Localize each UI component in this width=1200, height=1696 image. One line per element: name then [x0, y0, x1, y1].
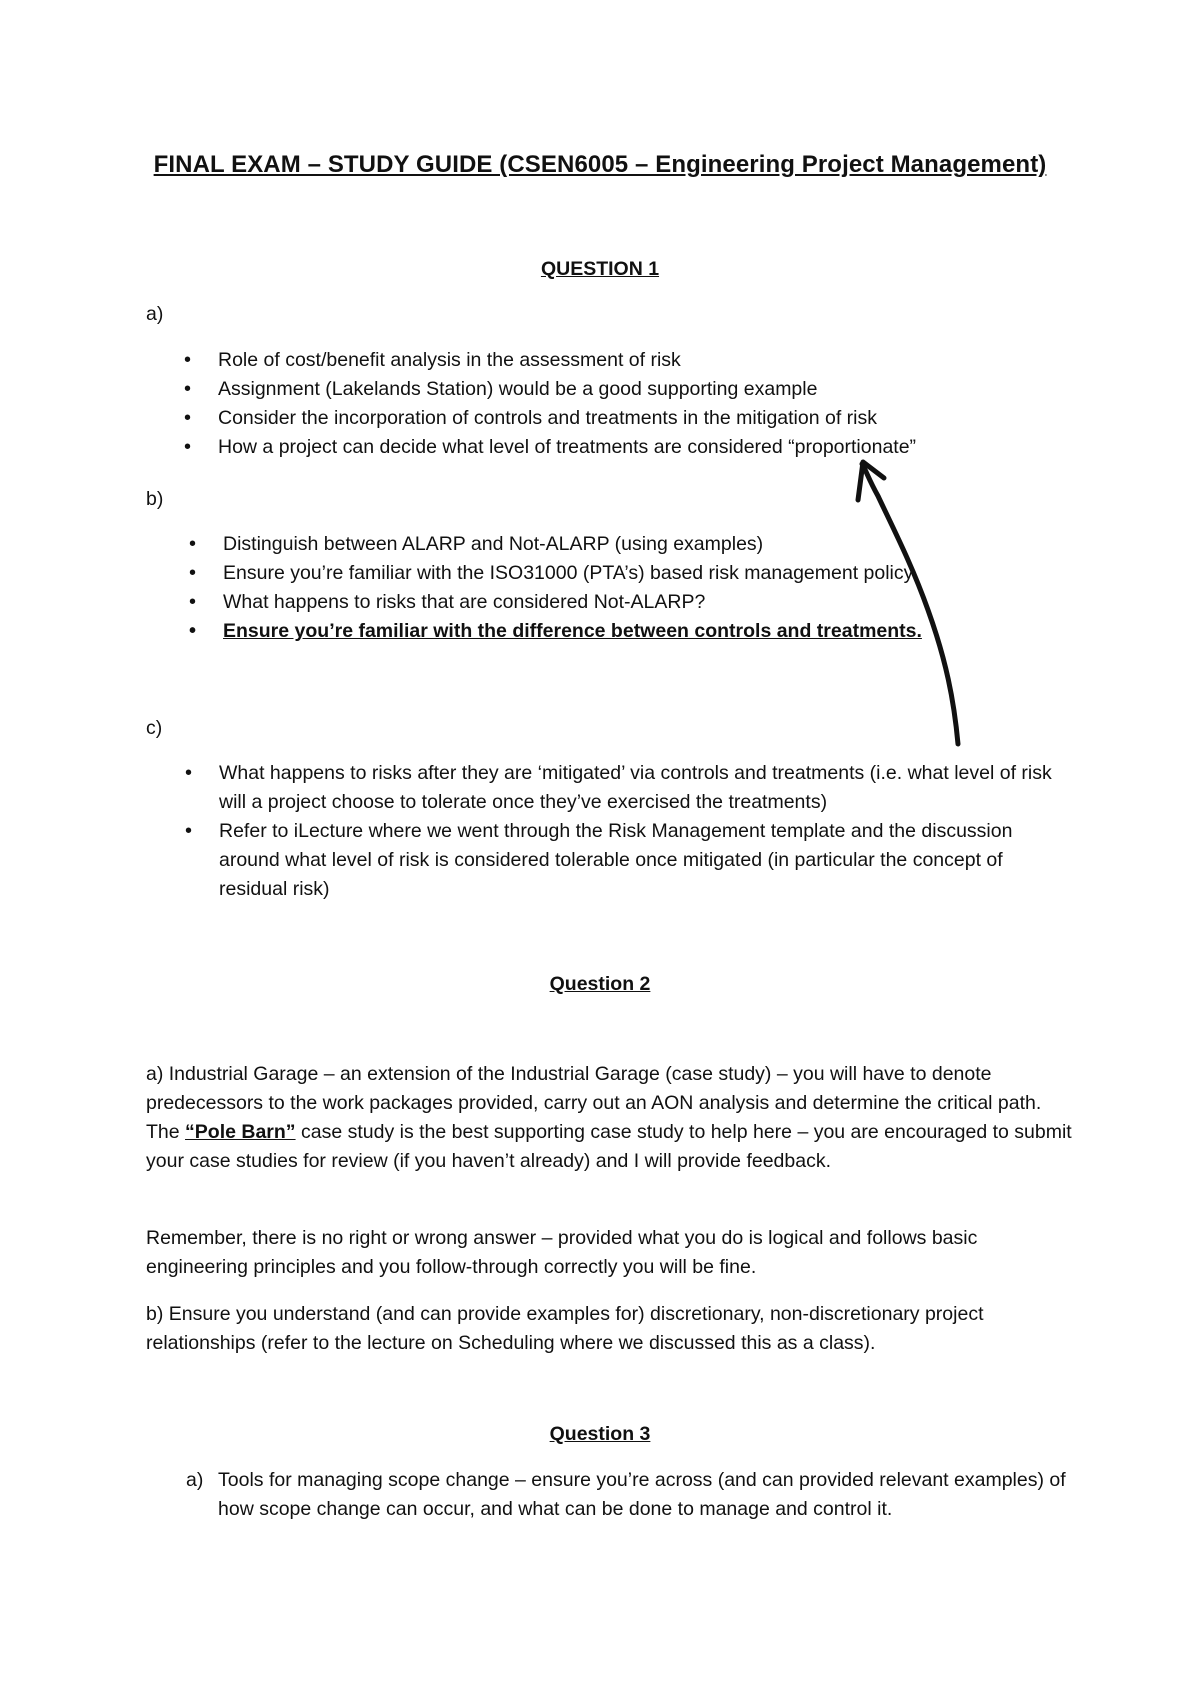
q1-part-c-label: c) — [146, 717, 163, 739]
q1-part-b-label: b) — [146, 488, 164, 510]
list-item: • Role of cost/benefit analysis in the assessment of risk — [218, 346, 1118, 375]
arrow-shaft — [862, 464, 958, 744]
pole-barn-emphasis: “Pole Barn” — [185, 1121, 296, 1143]
list-item: • Ensure you’re familiar with the ISO31000 (PTA’s) based risk management policy — [223, 559, 1123, 588]
question-1-heading: QUESTION 1 — [540, 258, 660, 280]
q2-paragraph-remember: Remember, there is no right or wrong answer – provided what you do is logical and follows basic engineering principles and you follow-through correctly you will be fine. — [146, 1227, 978, 1278]
document-title: FINAL EXAM – STUDY GUIDE (CSEN6005 – Engineering Project Management) — [153, 151, 1047, 178]
list-item: • What happens to risks that are considered Not-ALARP? — [223, 588, 1123, 617]
q3-part-a-label: a) — [186, 1469, 204, 1491]
list-item: • What happens to risks after they are ‘mitigated’ via controls and treatments (i.e. what level of risk will a project choose to tolerate once they’ve exercised the treatments) — [219, 759, 1069, 817]
question-3-heading: Question 3 — [549, 1423, 651, 1445]
q2-a-text-end: case study is the best supporting case study to help here – you are encouraged to submit your case studies for review (if you haven’t already) and I will provide feedback. — [146, 1121, 1072, 1172]
question-2-heading: Question 2 — [549, 973, 651, 995]
list-item: • Distinguish between ALARP and Not-ALARP (using examples) — [223, 530, 1123, 559]
q3-part-a-text: Tools for managing scope change – ensure you’re across (and can provided relevant examples) of how scope change can occur, and what can be done to manage and control it. — [218, 1469, 1066, 1520]
q2-paragraph-a — [146, 1060, 1076, 1176]
list-item: • Consider the incorporation of controls and treatments in the mitigation of risk — [218, 404, 1118, 433]
q2-paragraph-b: b) Ensure you understand (and can provide examples for) discretionary, non-discretionary project relationships (refer to the lecture on Scheduling where we discussed this as a class). — [146, 1303, 984, 1354]
list-item: • Refer to iLecture where we went through the Risk Management template and the discussion around what level of risk is considered tolerable once mitigated (in particular the concept of residual risk) — [219, 817, 1069, 904]
q2-a-text-start: a) Industrial Garage – an extension of the Industrial Garage (case study) – you will have to denote predecessors to the work packages provided, carry out an AON analysis and determine the critical path. The — [146, 1063, 1042, 1143]
list-item: • How a project can decide what level of treatments are considered “proportionate” — [218, 433, 1118, 462]
list-item: • Ensure you’re familiar with the difference between controls and treatments. — [223, 617, 1123, 646]
q1-part-a-label: a) — [146, 303, 164, 325]
list-item: • Assignment (Lakelands Station) would be a good supporting example — [218, 375, 1118, 404]
